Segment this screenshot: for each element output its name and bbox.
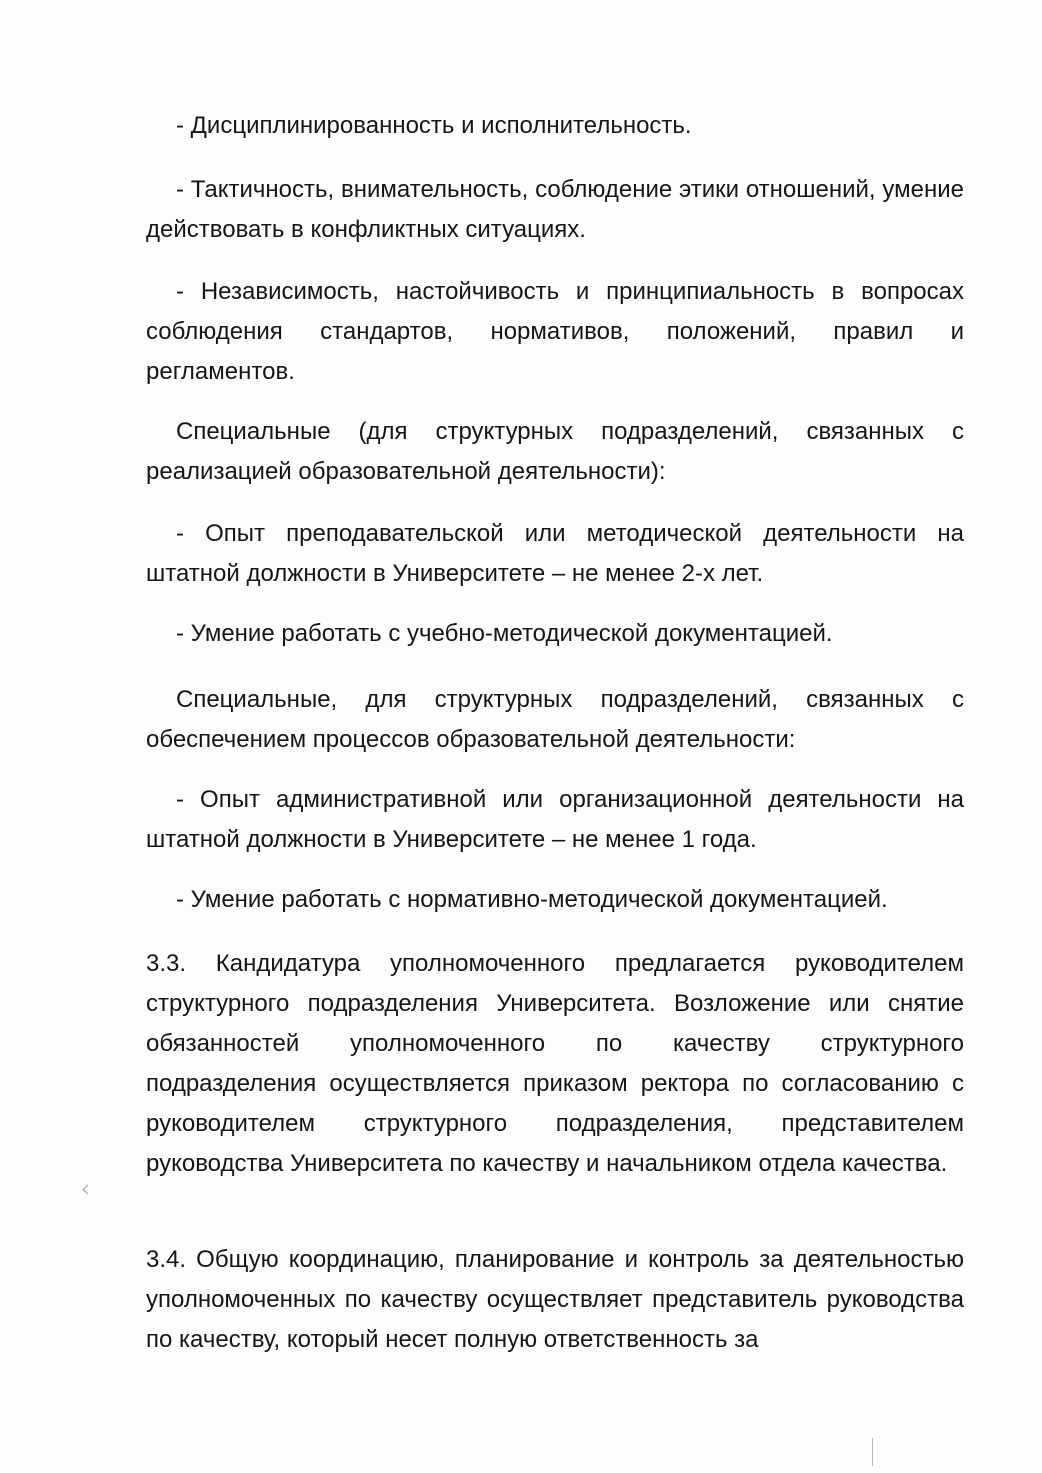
scan-tick (872, 1438, 873, 1466)
document-page (146, 0, 964, 1473)
paragraph-independence: - Независимость, настойчивость и принципиальность в вопросах соблюдения стандартов, нормативов, положений, правил и регламентов. (146, 278, 964, 385)
paragraph-section-3-3: 3.3. Кандидатура уполномоченного предлагается руководителем структурного подразделения Университета. Возложение или снятие обязанностей уполномоченного по качеству структурного подразделения осуществляется приказом ректора по согласованию с руководителем структурного подразделения, представителем руководства Университета по качеству и начальником отдела качества. (146, 950, 964, 1177)
paragraph-special-education: Специальные (для структурных подразделений, связанных с реализацией образовательной деятельности): (146, 418, 964, 485)
paragraph-admin-experience: - Опыт административной или организационной деятельности на штатной должности в Университете – не менее 1 года. (146, 786, 964, 853)
paragraph-section-3-4: 3.4. Общую координацию, планирование и контроль за деятельностью уполномоченных по качеству осуществляет представитель руководства по качеству, который несет полную ответственность за (146, 1246, 964, 1353)
paragraph-special-support: Специальные, для структурных подразделений, связанных с обеспечением процессов образовательной деятельности: (146, 686, 964, 753)
paragraph-discipline: - Дисциплинированность и исполнительность. (176, 112, 692, 139)
paragraph-tact: - Тактичность, внимательность, соблюдение этики отношений, умение действовать в конфликтных ситуациях. (146, 176, 964, 243)
paragraph-educational-docs: - Умение работать с учебно-методической документацией. (176, 620, 833, 647)
paragraph-teaching-experience: - Опыт преподавательской или методической деятельности на штатной должности в Университете – не менее 2-х лет. (146, 520, 964, 587)
paragraph-normative-docs: - Умение работать с нормативно-методической документацией. (176, 886, 888, 913)
scan-mark (83, 1185, 93, 1195)
